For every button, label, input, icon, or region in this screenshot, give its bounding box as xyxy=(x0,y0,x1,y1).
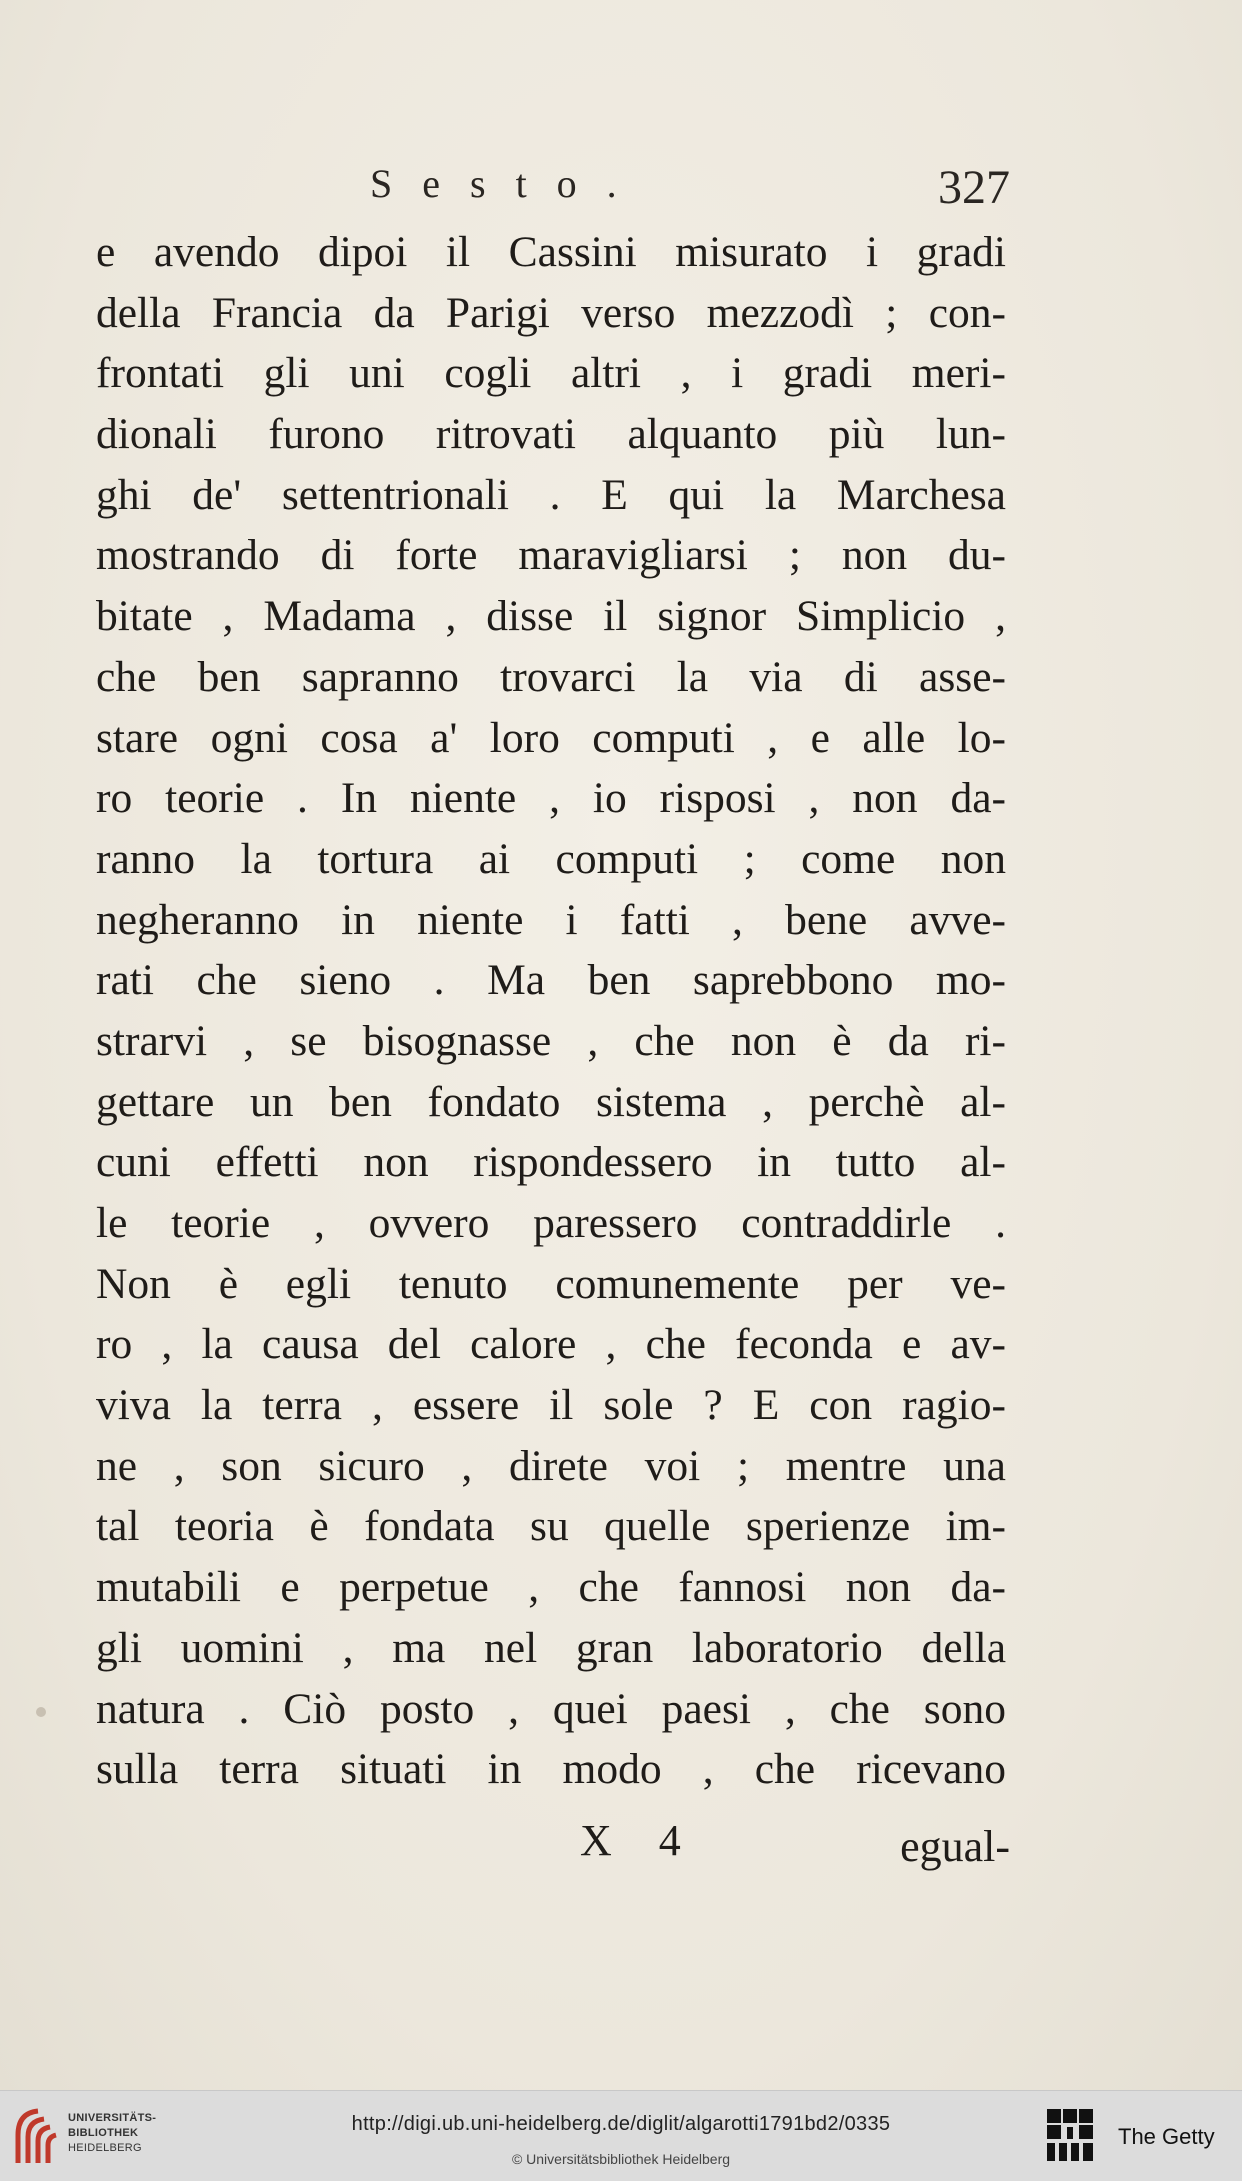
footer-bar xyxy=(0,2090,1242,2181)
text-line: ranno la tortura ai computi ; come non xyxy=(96,834,1006,883)
running-head-title: Sesto. xyxy=(370,161,647,206)
library-name-line-3: HEIDELBERG xyxy=(68,2142,142,2154)
text-line: rati che sieno . Ma ben saprebbono mo- xyxy=(96,956,1006,1005)
margin-mark xyxy=(36,1707,46,1717)
signature-mark: X 4 xyxy=(580,1816,699,1865)
text-line: ro , la causa del calore , che feconda e av- xyxy=(96,1320,1006,1369)
text-line: frontati gli uni cogli altri , i gradi meri- xyxy=(96,349,1006,398)
catchword: egual- xyxy=(900,1822,1010,1871)
library-name-line-2: BIBLIOTHEK xyxy=(68,2127,139,2139)
text-line: mostrando di forte maravigliarsi ; non du- xyxy=(96,531,1006,580)
text-line: strarvi , se bisognasse , che non è da ri- xyxy=(96,1016,1006,1065)
text-line: sulla terra situati in modo , che ricevano xyxy=(96,1745,1006,1794)
text-line: negheranno in niente i fatti , bene avve- xyxy=(96,895,1006,944)
copyright-notice: © Universitätsbibliothek Heidelberg xyxy=(511,2151,731,2167)
text-line: della Francia da Parigi verso mezzodì ; con- xyxy=(96,288,1006,337)
permalink-url[interactable]: http://digi.ub.uni-heidelberg.de/diglit/algarotti1791bd2/0335 xyxy=(351,2113,891,2135)
text-line: tal teoria è fondata su quelle sperienze im- xyxy=(96,1502,1006,1551)
text-line: gettare un ben fondato sistema , perchè al- xyxy=(96,1077,1006,1126)
page-number: 327 xyxy=(938,161,1010,214)
text-line: ne , son sicuro , direte voi ; mentre una xyxy=(96,1441,1006,1490)
signature-row xyxy=(580,1815,1010,1875)
text-line: viva la terra , essere il sole ? E con ragio- xyxy=(96,1381,1006,1430)
text-line: bitate , Madama , disse il signor Simplicio , xyxy=(96,592,1006,641)
text-line: che ben sapranno trovarci la via di asse- xyxy=(96,652,1006,701)
body-text xyxy=(96,222,1006,1800)
text-line: mutabili e perpetue , che fannosi non da- xyxy=(96,1563,1006,1612)
running-head xyxy=(370,160,1010,220)
text-line: cuni effetti non rispondessero in tutto al- xyxy=(96,1138,1006,1187)
text-line: e avendo dipoi il Cassini misurato i gradi xyxy=(96,228,1006,276)
getty-logo-icon xyxy=(1045,2107,1095,2163)
text-line: le teorie , ovvero paressero contraddirle . xyxy=(96,1199,1006,1247)
text-line: dionali furono ritrovati alquanto più lun- xyxy=(96,410,1006,459)
text-line: stare ogni cosa a' loro computi , e alle lo- xyxy=(96,713,1006,762)
getty-name: The Getty xyxy=(1118,2124,1215,2149)
library-name-line-1: UNIVERSITÄTS- xyxy=(68,2112,157,2124)
text-line: Non è egli tenuto comunemente per ve- xyxy=(96,1259,1006,1308)
text-line: natura . Ciò posto , quei paesi , che sono xyxy=(96,1684,1006,1733)
text-line: ghi de' settentrionali . E qui la Marchesa xyxy=(96,470,1006,519)
text-line: ro teorie . In niente , io risposi , non da- xyxy=(96,774,1006,823)
text-line: gli uomini , ma nel gran laboratorio della xyxy=(96,1623,1006,1672)
